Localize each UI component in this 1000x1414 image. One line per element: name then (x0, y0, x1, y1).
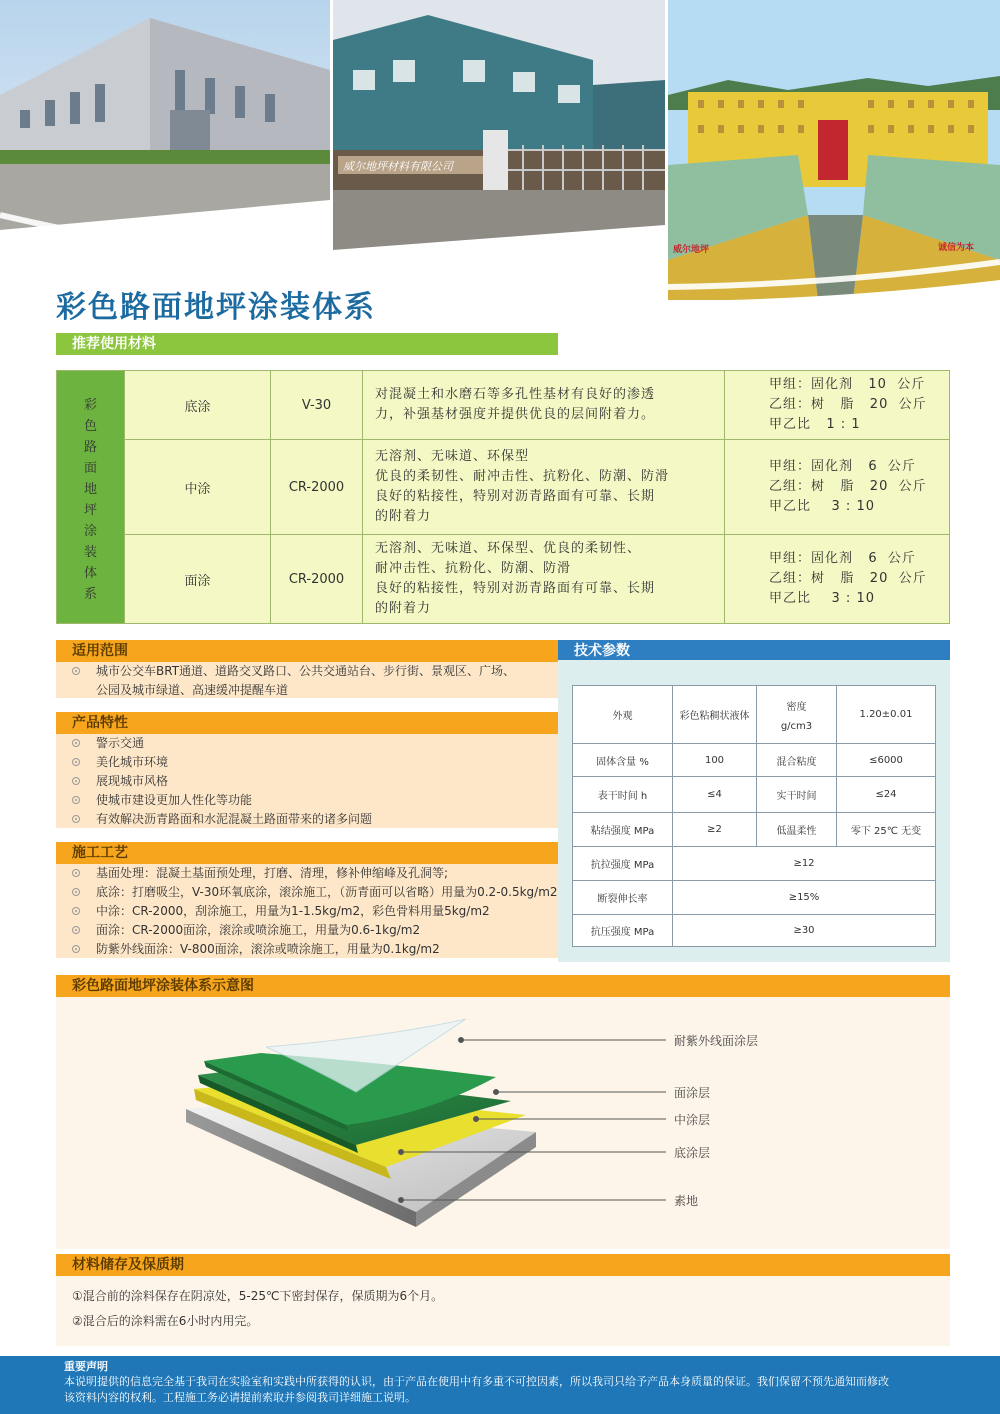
scope-list (56, 662, 558, 698)
param-value: 1.20±0.01 (837, 686, 936, 744)
param-label: 低温柔性 (757, 813, 837, 847)
mix-ratio: 甲组：固化剂 6 公斤 乙组：树 脂 20 公斤 甲乙比 3 : 10 (725, 535, 950, 624)
param-value: ≥30 (673, 915, 936, 947)
table-row (573, 847, 936, 881)
features-list (56, 734, 558, 828)
tech-header: 技术参数 (558, 640, 950, 662)
list-item: 警示交通 (70, 734, 558, 753)
mix-ratio: 甲组：固化剂 10 公斤 乙组：树 脂 20 公斤 甲乙比 1 : 1 (725, 371, 950, 440)
label-primer: 底涂层 (674, 1146, 711, 1160)
param-label: 外观 (573, 686, 673, 744)
param-label: 固体含量 % (573, 744, 673, 777)
recommend-header: 推荐使用材料 (56, 333, 558, 355)
page-title: 彩色路面地坪涂装体系 (56, 290, 376, 325)
param-label: 抗压强度 MPa (573, 915, 673, 947)
mix-ratio: 甲组：固化剂 6 公斤 乙组：树 脂 20 公斤 甲乙比 3 : 10 (725, 440, 950, 535)
list-item: 公园及城市绿道、高速缓冲提醒车道 (96, 683, 289, 697)
param-label: 抗拉强度 MPa (573, 847, 673, 881)
layer-description: 无溶剂、无味道、环保型、优良的柔韧性、 耐冲击性、抗粉化、防潮、防滑 良好的粘接性，特别对沥青路面有可靠、长期 的附着力 (363, 535, 725, 624)
header-photos (0, 0, 1000, 300)
tech-params-table (572, 685, 936, 947)
param-label: 粘结强度 MPa (573, 813, 673, 847)
label-uv-coat: 耐紫外线面涂层 (674, 1034, 759, 1048)
table-row (573, 777, 936, 813)
table-row (573, 915, 936, 947)
list-item: 有效解决沥青路面和水泥混凝土路面带来的诸多问题 (70, 810, 558, 829)
storage-line: ②混合后的涂料需在6小时内用完。 (72, 1314, 259, 1328)
list-item: 中涂：CR-2000，刮涂施工，用量为1-1.5kg/m2，彩色骨料用量5kg/m2 (70, 902, 558, 921)
layer-name: 面涂 (125, 535, 271, 624)
table-row (573, 881, 936, 915)
list-item: 面涂：CR-2000面涂，滚涂或喷涂施工，用量为0.6-1kg/m2 (70, 921, 558, 940)
param-value: ≤24 (837, 777, 936, 813)
layer-description: 对混凝土和水磨石等多孔性基材有良好的渗透 力，补强基材强度并提供优良的层间附着力。 (363, 371, 725, 440)
storage-line: ①混合前的涂料保存在阴凉处，5-25℃下密封保存，保质期为6个月。 (72, 1289, 444, 1303)
disclaimer-text: 本说明提供的信息完全基于我司在实验室和实践中所获得的认识，由于产品在使用中有多重不可控因素，所以我司只给予产品本身质量的保证。我们保留不预先通知而修改 该资料内容的权利。工程施工务必请提前索取并参阅我司详细施工说明。 (64, 1375, 889, 1404)
sign-right: 诚信为本 (938, 242, 975, 252)
features-header: 产品特性 (56, 712, 558, 734)
list-item: 底涂：打磨吸尘，V-30环氧底涂，滚涂施工，（沥青面可以省略）用量为0.2-0.5kg/m2 (70, 883, 558, 902)
product-code: CR-2000 (271, 440, 363, 535)
schematic-header: 彩色路面地坪涂装体系示意图 (56, 975, 950, 997)
product-code: CR-2000 (271, 535, 363, 624)
param-value: ≥2 (673, 813, 757, 847)
param-value: ≤4 (673, 777, 757, 813)
param-label: 断裂伸长率 (573, 881, 673, 915)
param-label: 实干时间 (757, 777, 837, 813)
product-code: V-30 (271, 371, 363, 440)
list-item: 城市公交车BRT通道、道路交叉路口、公共交通站台、步行街、景观区、广场、 (70, 662, 558, 681)
disclaimer-footer (0, 1356, 1000, 1414)
construction-header: 施工工艺 (56, 842, 558, 864)
construction-list (56, 864, 558, 958)
table-row (57, 535, 950, 624)
sign-left: 威尔地坪 (673, 244, 710, 254)
param-label: 密度 g/cm3 (757, 686, 837, 744)
param-value: 零下 25℃ 无变 (837, 813, 936, 847)
param-value: 100 (673, 744, 757, 777)
layer-diagram (56, 997, 950, 1249)
scope-header: 适用范围 (56, 640, 558, 662)
param-value: ≤6000 (837, 744, 936, 777)
materials-table (56, 370, 950, 624)
table-row (57, 371, 950, 440)
table-row (573, 686, 936, 744)
param-value: 彩色粘稠状液体 (673, 686, 757, 744)
layer-schematic (56, 997, 950, 1249)
layer-name: 中涂 (125, 440, 271, 535)
table-row (573, 813, 936, 847)
tech-params-panel (558, 660, 950, 962)
param-label: 混合粘度 (757, 744, 837, 777)
table-row (573, 744, 936, 777)
param-label: 表干时间 h (573, 777, 673, 813)
label-substrate: 素地 (674, 1194, 699, 1208)
system-side-label: 彩 色 路 面 地 坪 涂 装 体 系 (57, 371, 125, 624)
label-middle-coat: 中涂层 (674, 1113, 711, 1127)
list-item: 使城市建设更加人性化等功能 (70, 791, 558, 810)
list-item: 防紫外线面涂：V-800面涂，滚涂或喷涂施工，用量为0.1kg/m2 (70, 940, 558, 959)
list-item: 展现城市风格 (70, 772, 558, 791)
storage-header: 材料储存及保质期 (56, 1254, 950, 1276)
label-top-coat: 面涂层 (674, 1086, 711, 1100)
header-curve (0, 0, 1000, 300)
disclaimer-title: 重要声明 (64, 1360, 108, 1373)
list-item: 美化城市环境 (70, 753, 558, 772)
storage-body (56, 1276, 950, 1346)
param-value: ≥15% (673, 881, 936, 915)
table-row (57, 440, 950, 535)
company-sign: 威尔地坪材料有限公司 (343, 161, 453, 173)
param-value: ≥12 (673, 847, 936, 881)
layer-description: 无溶剂、无味道、环保型 优良的柔韧性、耐冲击性、抗粉化、防潮、防滑 良好的粘接性，特别对沥青路面有可靠、长期 的附着力 (363, 440, 725, 535)
list-item: 基面处理：混凝土基面预处理，打磨、清理，修补伸缩峰及孔洞等; (70, 864, 558, 883)
layer-name: 底涂 (125, 371, 271, 440)
